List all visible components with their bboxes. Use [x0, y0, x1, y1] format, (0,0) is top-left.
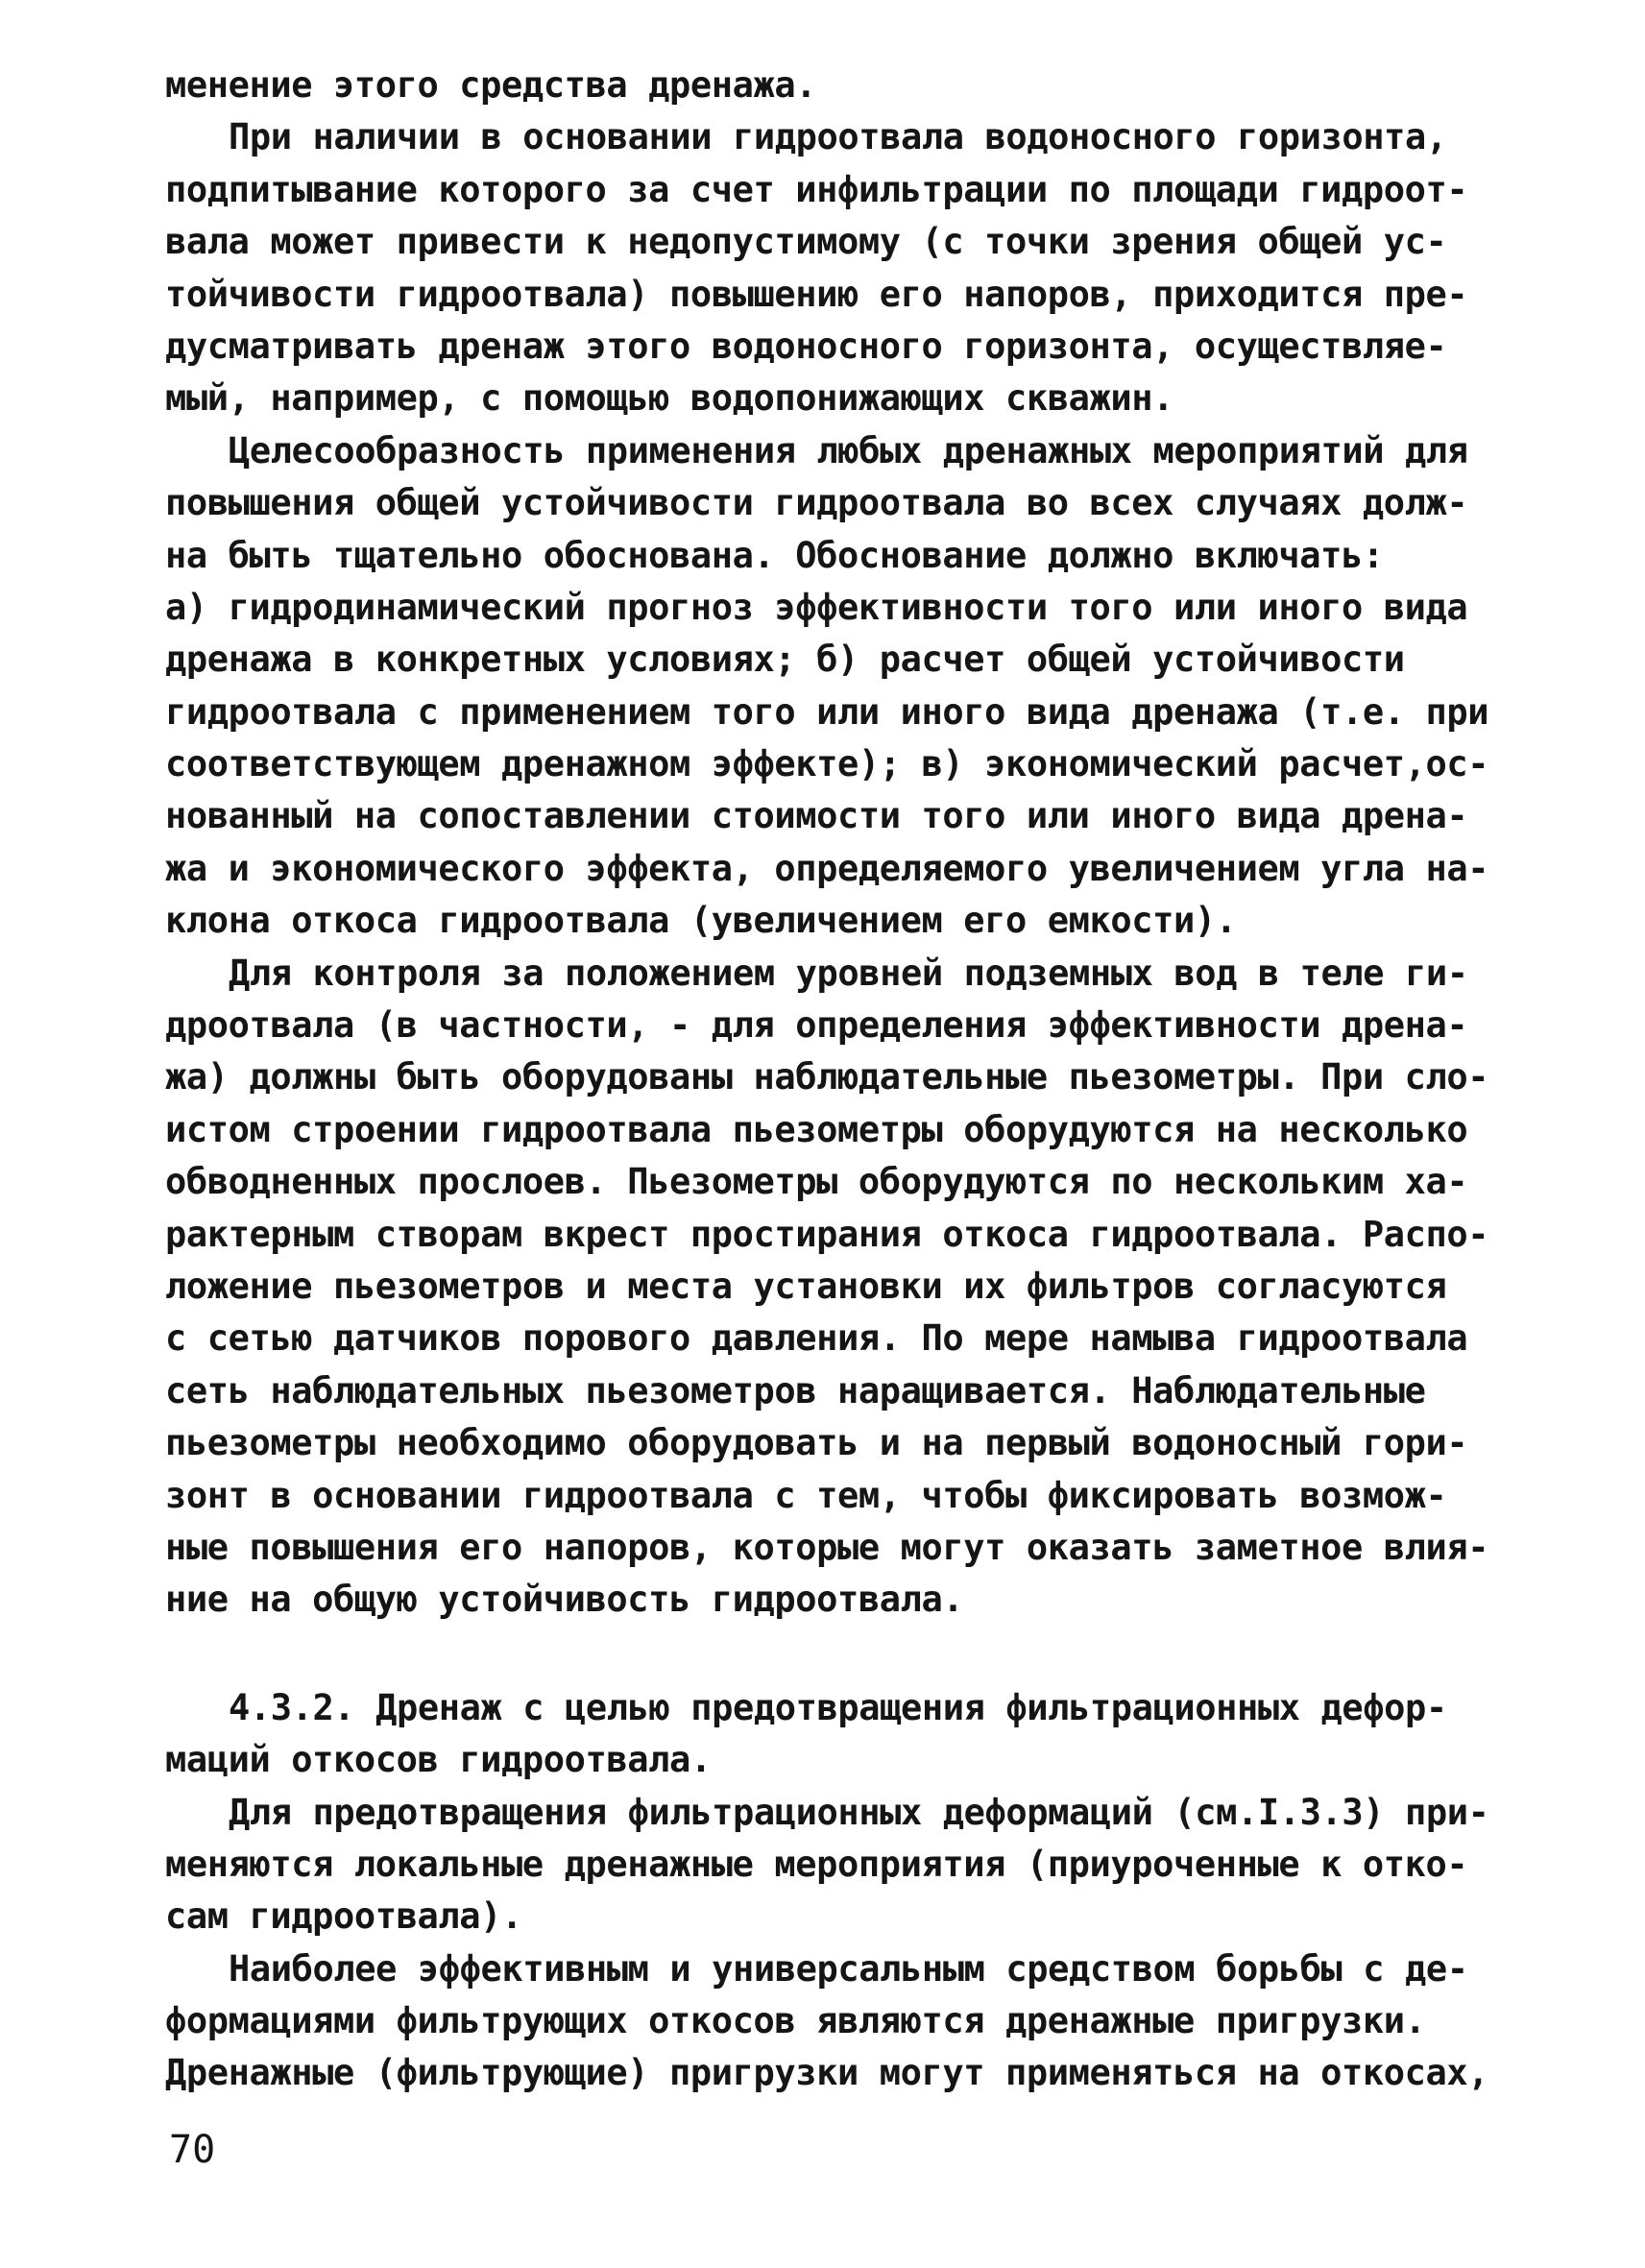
para-2 [165, 111, 1500, 424]
text-line: Дренажные (фильтрующие) пригрузки могут применяться на откосах, [165, 2052, 1489, 2094]
text-line: При наличии в основании гидроотвала водоносного горизонта, [229, 116, 1447, 158]
text-line: дроотвала (в частности, - для определения эффективности дрена- [165, 1004, 1468, 1047]
text-line: Наиболее эффективным и универсальным средством борьбы с де- [229, 1947, 1468, 1990]
text-line: меняются локальные дренажные мероприятия (приуроченные к отко- [165, 1843, 1468, 1885]
para-7 [165, 1943, 1500, 2100]
text-line: мый, например, с помощью водопонижающих скважин. [165, 377, 1174, 420]
text-line: Для предотвращения фильтрационных деформаций (см.I.3.3) при- [229, 1791, 1489, 1833]
section-heading-4-3-2 [165, 1682, 1500, 1787]
text-line: соответствующем дренажном эффекте); в) экономический расчет,ос- [165, 743, 1489, 785]
text-line: сеть наблюдательных пьезометров наращивается. Наблюдательные [165, 1369, 1426, 1411]
text-line: с сетью датчиков порового давления. По мере намыва гидроотвала [165, 1317, 1468, 1360]
text-line: а) гидродинамический прогноз эффективности того или иного вида [165, 586, 1468, 628]
text-line: пьезометры необходимо оборудовать и на первый водоносный гори- [165, 1422, 1468, 1464]
para-6 [165, 1787, 1500, 1943]
text-line: Целесообразность применения любых дренажных мероприятий для [229, 429, 1468, 471]
text-line: гидроотвала с применением того или иного вида дренажа (т.е. при [165, 690, 1489, 733]
text-line: обводненных прослоев. Пьезометры оборудуются по нескольким ха- [165, 1161, 1468, 1203]
text-line: нованный на сопоставлении стоимости того или иного вида дрена- [165, 795, 1468, 837]
text-line: Для контроля за положением уровней подземных вод в теле ги- [229, 952, 1468, 994]
text-line: ные повышения его напоров, которые могут оказать заметное влия- [165, 1526, 1489, 1568]
text-line: дусматривать дренаж этого водоносного горизонта, осуществляе- [165, 325, 1447, 367]
text-line: жа и экономического эффекта, определяемого увеличением угла на- [165, 847, 1489, 889]
section-gap [165, 1627, 1500, 1682]
text-line: рактерным створам вкрест простирания откоса гидроотвала. Распо- [165, 1213, 1489, 1255]
text-line: ние на общую устойчивость гидроотвала. [165, 1579, 964, 1621]
text-line: жа) должны быть оборудованы наблюдательные пьезометры. При сло- [165, 1056, 1489, 1098]
text-line: зонт в основании гидроотвала с тем, чтобы фиксировать возмож- [165, 1474, 1447, 1516]
para-4 [165, 948, 1500, 1627]
para-1-end [165, 60, 1500, 111]
text-line: ложение пьезометров и места установки их фильтров согласуются [165, 1265, 1447, 1307]
text-line: на быть тщательно обоснована. Обоснование должно включать: [165, 534, 1384, 576]
text-line: подпитывание которого за счет инфильтрации по площади гидроот- [165, 168, 1468, 210]
text-line: сам гидроотвала). [165, 1895, 522, 1938]
text-line: формациями фильтрующих откосов являются дренажные пригрузки. [165, 2000, 1426, 2042]
text-line: тойчивости гидроотвала) повышению его напоров, приходится пре- [165, 273, 1468, 315]
text-line: вала может привести к недопустимому (с точки зрения общей ус- [165, 221, 1447, 263]
page-number: 70 [169, 2128, 216, 2172]
para-3 [165, 425, 1500, 948]
text-line: истом строении гидроотвала пьезометры оборудуются на несколько [165, 1108, 1468, 1150]
text-line: 4.3.2. Дренаж с целью предотвращения фильтрационных дефор- [229, 1686, 1447, 1728]
page-body [165, 60, 1500, 2100]
text-line: менение этого средства дренажа. [165, 64, 817, 106]
text-line: повышения общей устойчивости гидроотвала во всех случаях долж- [165, 482, 1468, 524]
text-line: маций откосов гидроотвала. [165, 1739, 712, 1781]
text-line: клона откоса гидроотвала (увеличением его емкости). [165, 900, 1237, 942]
text-line: дренажа в конкретных условиях; б) расчет общей устойчивости [165, 639, 1405, 681]
